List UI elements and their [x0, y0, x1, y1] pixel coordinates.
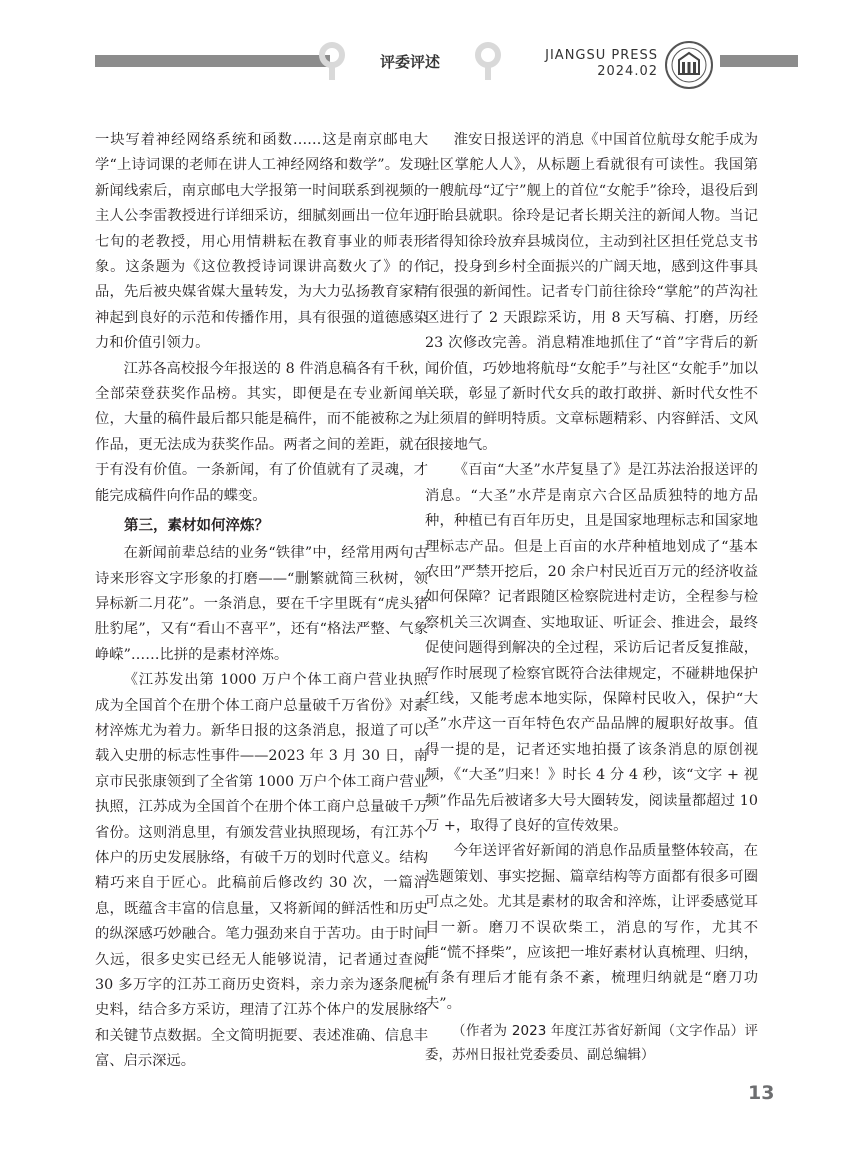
header-bar-left — [95, 55, 330, 67]
section-label: 评委评述 — [380, 53, 441, 71]
paragraph: 江苏各高校报今年报送的 8 件消息稿各有千秋，全部荣登获奖作品榜。其实，即便是在专业新闻单位，大量的稿件最后都只能是稿件，而不能被称之为作品，更无法成为获奖作品。两者之间的差距，就在于有没有价值。一条新闻，有了价值就有了灵魂，才能完成稿件向作品的蝶变。 — [95, 360, 428, 504]
magnifier-deco-icon-2 — [474, 42, 516, 82]
magnifier-deco-icon — [318, 42, 360, 82]
section-heading: 第三，素材如何淬炼？ — [124, 518, 269, 535]
paragraph: 《百亩“大圣”水芹复垦了》是江苏法治报送评的消息。“大圣”水芹是南京六合区品质独特的地方品种，种植已有百年历史，且是国家地理标志和国家地理标志产品。但是上百亩的水芹种植地划成了“基本农田”严禁开挖后，20 余户村民近百万元的经济收益如何保障？记者跟随区检察院进村走访，全程参与检察机关三次调查、实地取证、听证会、推进会，最终促使问题得到解决的全过程，采访后记者反复推敲，写作时展现了检察官既符合法律规定，不碰耕地保护红线，又能考虑本地实际，保障村民收入，保护“大圣”水芹这一百年特色农产品品牌的履职好故事。值得一提的是，记者还实地拍摄了该条消息的原创视频，《“大圣”归来！》时长 4 分 4 秒，该“文字 + 视频”作品先后被诸多大号大圈转发，阅读量都超过 10 万 +，取得了良好的宣传效果。 — [425, 462, 758, 834]
paragraph: 一块写着神经网络系统和函数……这是南京邮电大学“上诗词课的老师在讲人工神经网络和数学”。发现新闻线索后，南京邮电大学报第一时间联系到视频的主人公李雷教授进行详细采访，细腻刻画出一位年近七旬的老教授，用心用情耕耘在教育事业的师表形象。这条题为《这位教授诗词课讲高数火了》的作品，先后被央媒省媒大量转发，为大力弘扬教育家精神起到良好的示范和传播作用，具有很强的道德感染力和价值引领力。 — [95, 132, 428, 352]
left-column — [95, 128, 428, 1075]
page-number: 13 — [748, 1082, 775, 1104]
paragraph: 在新闻前辈总结的业务“铁律”中，经常用两句古诗来形容文字形象的打磨——“删繁就简三秋树，领异标新二月花”。一条消息，要在千字里既有“虎头猪肚豹尾”，又有“看山不喜平”，还有“格法严整、气象峥嵘”……比拼的是素材淬炼。 — [95, 545, 428, 663]
right-column — [425, 128, 758, 1067]
paragraph: 淮安日报送评的消息《中国首位航母女舵手成为社区掌舵人人》，从标题上看就很有可读性。我国第一艘航母“辽宁”舰上的首位“女舵手”徐玲，退役后到盱眙县就职。徐玲是记者长期关注的新闻人物。当记者得知徐玲放弃县城岗位，主动到社区担任党总支书记，投身到乡村全面振兴的广阔天地，感到这件事具有很强的新闻性。记者专门前往徐玲“掌舵”的芦沟社区进行了 2 天跟踪采访，用 8 天写稿、打磨，历经 23 次修改完善。消息精准地抓住了“首”字背后的新闻价值，巧妙地将航母“女舵手”与社区“女舵手”加以关联，彰显了新时代女兵的敢打敢拼、新时代女性不让须眉的鲜明特质。文章标题精彩、内容鲜活、文风很接地气。 — [425, 132, 758, 453]
author-note: （作者为 2023 年度江苏省好新闻（文字作品）评委，苏州日报社党委委员、副总编辑） — [425, 1023, 758, 1064]
magazine-name: JIANGSU PRESS — [545, 48, 658, 63]
paragraph: 今年送评省好新闻的消息作品质量整体较高，在选题策划、事实挖掘、篇章结构等方面都有很多可圈可点之处。尤其是素材的取舍和淬炼，让评委感觉耳目一新。磨刀不误砍柴工，消息的写作，尤其不能“慌不择柴”，应该把一堆好素材认真梳理、归纳，有条有理后才能有条不紊，梳理归纳就是“磨刀功夫”。 — [425, 843, 758, 1012]
header-bar-right — [720, 55, 798, 67]
magazine-masthead — [518, 48, 658, 80]
issue-number: 2024.02 — [597, 64, 658, 79]
seal-icon — [664, 40, 714, 90]
paragraph: 《江苏发出第 1000 万户个体工商户营业执照 成为全国首个在册个体工商户总量破千万省份》对素材淬炼尤为着力。新华日报的这条消息，报道了可以载入史册的标志性事件——2023 年 3 月 30 日，南京市民张康领到了全省第 1000 万户个体工商户营业执照，江苏成为全国首个在册个体工商户总量破千万省份。这则消息里，有颁发营业执照现场，有江苏个体户的历史发展脉络，有破千万的划时代意义。结构精巧来自于匠心。此稿前后修改约 30 次，一篇消息，既蕴含丰富的信息量，又将新闻的鲜活性和历史的纵深感巧妙融合。笔力强劲来自于苦功。由于时间久远，很多史实已经无人能够说清，记者通过查阅 30 多万字的江苏工商历史资料，亲力亲为逐条爬梳史料，结合多方采访，理清了江苏个体户的发展脉络和关键节点数据。全文简明扼要、表述准确、信息丰富、启示深远。 — [95, 672, 428, 1070]
